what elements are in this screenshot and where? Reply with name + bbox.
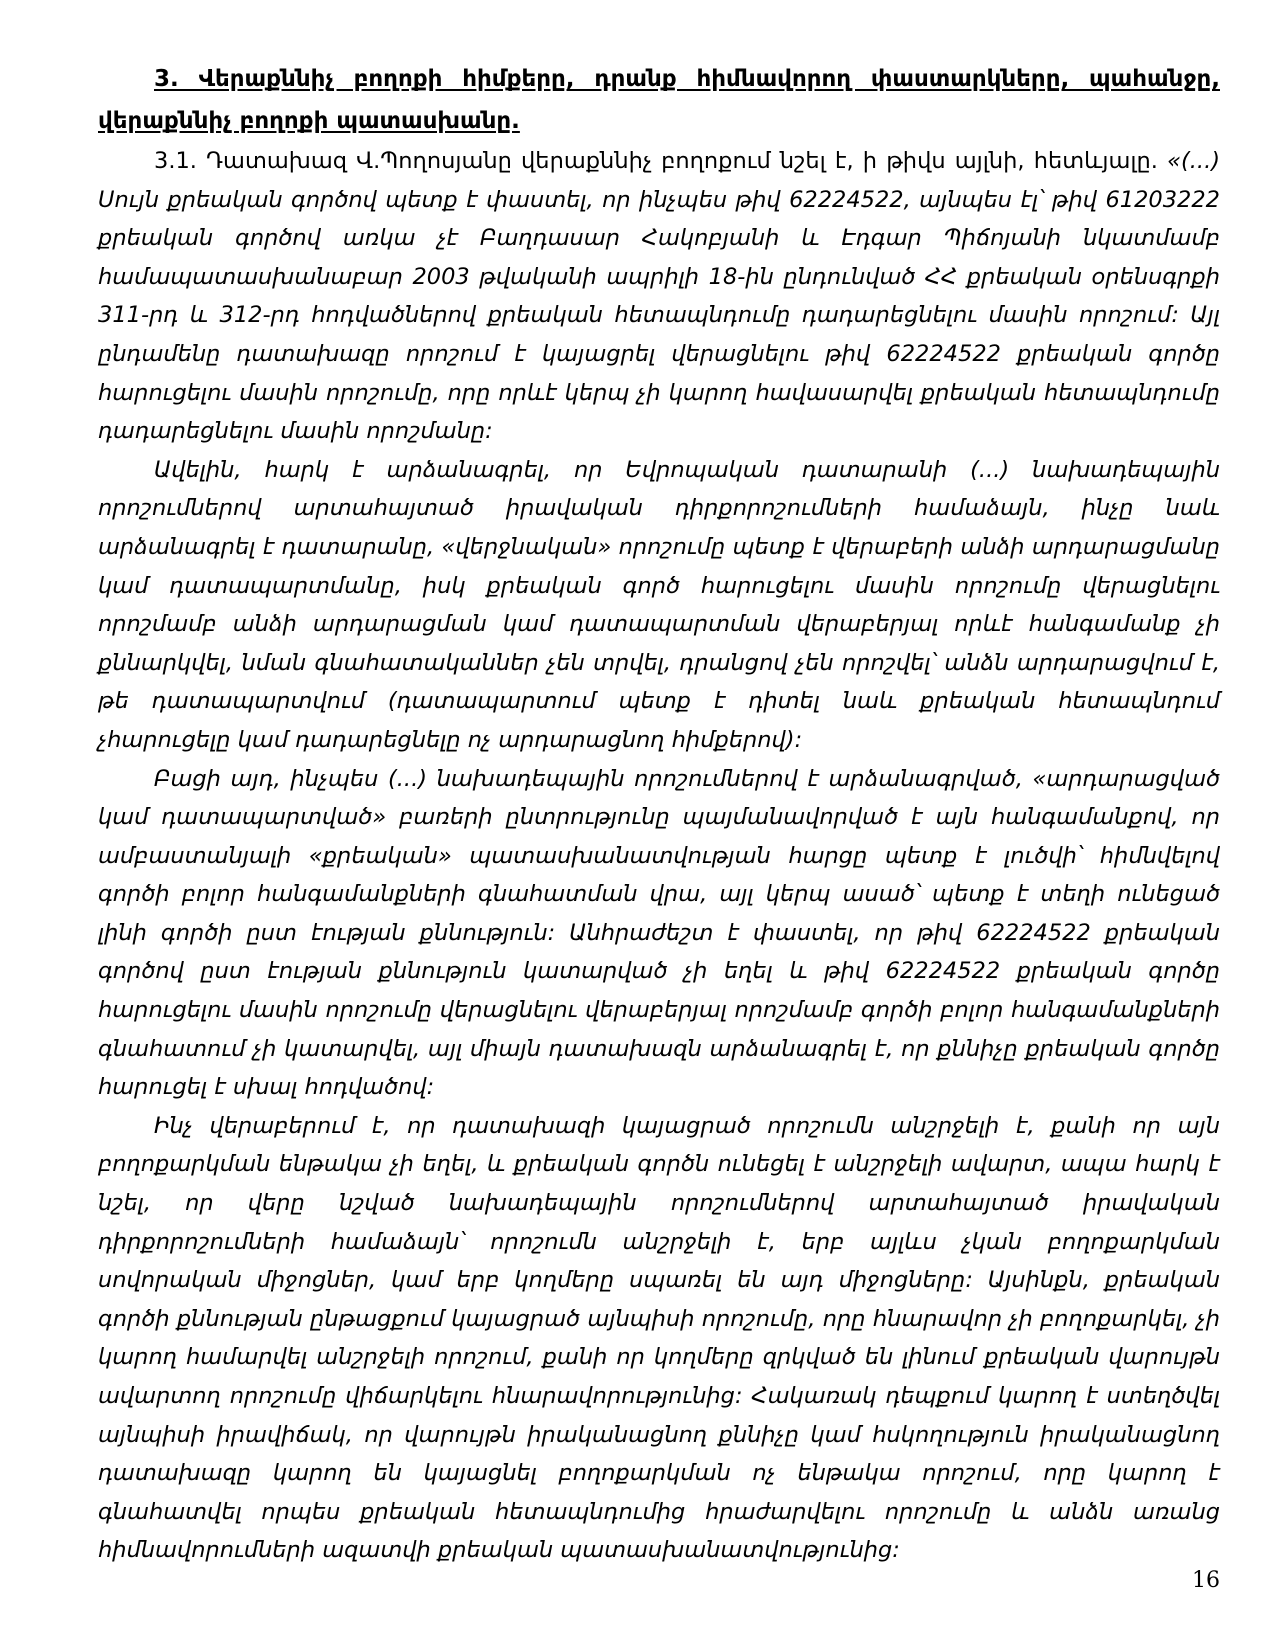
document-content (98, 58, 1220, 1570)
quoted-text: Ինչ վերաբերում է, որ դատախազի կայացրած որոշումն անշրջելի է, քանի որ այն բողոքարկման ենթակա չի եղել, և քրեական գործն ունեցել է անշրջելի ավարտ, ապա հարկ է նշել, որ վերը նշված նախադեպային որոշումներով արտահայտած իրավական դիրքորոշումների համաձայն՝ որոշումն անշրջելի է, երբ այլևս չկան բողոքարկման սովորական միջոցներ, կամ երբ կողմերը սպառել են այդ միջոցները: Այսինքն, քրեական գործի քննության ընթացքում կայացրած այնպիսի որոշումը, որը հնարավոր չի բողոքարկել, չի կարող համարվել անշրջելի որոշում, քանի որ կողմերը զրկված են լինում քրեական վարույթն ավարտող որոշումը վիճարկելու հնարավորությունից: Հակառակ դեպքում կարող է ստեղծվել այնպիսի իրավիճակ, որ վարույթն իրականացնող քննիչը կամ հսկողություն իրականացնող դատախազը կարող են կայացնել բողոքարկման ոչ ենթակա որոշում, որը կարող է գնահատվել որպես քրեական հետապնդումից հրաժարվելու որոշումը և անձն առանց հիմնավորումների ազատվի քրեական պատասխանատվությունից: (98, 1112, 1220, 1564)
paragraph (98, 1107, 1220, 1570)
quoted-text: Բացի այդ, ինչպես (...) նախադեպային որոշումներով է արձանագրված, «արդարացված կամ դատապարտված» բառերի ընտրությունը պայմանավորված է այն հանգամանքով, որ ամբաստանյալի «քրեական» պատասխանատվության հարցը պետք է լուծվի՝ հիմնվելով գործի բոլոր հանգամանքների գնահատման վրա, այլ կերպ ասած՝ պետք է տեղի ունեցած լինի գործի ըստ էության քննություն: Անհրաժեշտ է փաստել, որ թիվ 62224522 քրեական գործով ըստ էության քննություն կատարված չի եղել և թիվ 62224522 քրեական գործը հարուցելու մասին որոշումը վերացնելու վերաբերյալ որոշմամբ գործի բոլոր հանգամանքների գնահատում չի կատարվել, այլ միայն դատախազն արձանագրել է, որ քննիչը քրեական գործը հարուցել է սխալ հոդվածով: (98, 765, 1220, 1101)
paragraph (98, 451, 1220, 760)
paragraph (98, 760, 1220, 1107)
section-heading: 3. Վերաքննիչ բողոքի հիմքերը, դրանք հիմնավորող փաստարկները, պահանջը, վերաքննիչ բողոքի պատասխանը. (98, 66, 1220, 134)
quoted-text: «(...) Սույն քրեական գործով պետք է փաստել, որ ինչպես թիվ 62224522, այնպես էլ՝ թիվ 61203222 քրեական գործով առկա չէ Բաղդասար Հակոբյանի և Էդգար Պիճոյանի նկատմամբ համապատասխանաբար 2003 թվականի ապրիլի 18-ին ընդունված ՀՀ քրեական օրենսգրքի 311-րդ և 312-րդ հոդվածներով քրեական հետապնդումը դադարեցնելու մասին որոշում: Այլ ընդամենը դատախազը որոշում է կայացրել վերացնելու թիվ 62224522 քրեական գործը հարուցելու մասին որոշումը, որը որևէ կերպ չի կարող հավասարվել քրեական հետապնդումը դադարեցնելու մասին որոշմանը: (98, 148, 1220, 445)
paragraph-3-1 (98, 142, 1220, 451)
page-number: 16 (1192, 1568, 1220, 1593)
quoted-text: Ավելին, հարկ է արձանագրել, որ Եվրոպական դատարանի (...) նախադեպային որոշումներով արտահայտած իրավական դիրքորոշումների համաձայն, ինչը նաև արձանագրել է դատարանը, «վերջնական» որոշումը պետք է վերաբերի անձի արդարացմանը կամ դատապարտմանը, իսկ քրեական գործ հարուցելու մասին որոշումը վերացնելու որոշմամբ անձի արդարացման կամ դատապարտման վերաբերյալ որևէ հանգամանք չի քննարկվել, նման գնահատականներ չեն տրվել, դրանցով չեն որոշվել՝ անձն արդարացվում է, թե դատապարտվում (դատապարտում պետք է դիտել նաև քրեական հետապնդում չհարուցելը կամ դադարեցնելը ոչ արդարացնող հիմքերով): (98, 456, 1220, 753)
paragraph-lead: 3.1. Դատախազ Վ.Պողոսյանը վերաքննիչ բողոքում նշել է, ի թիվս այլնի, հետևյալը. (154, 148, 1168, 174)
